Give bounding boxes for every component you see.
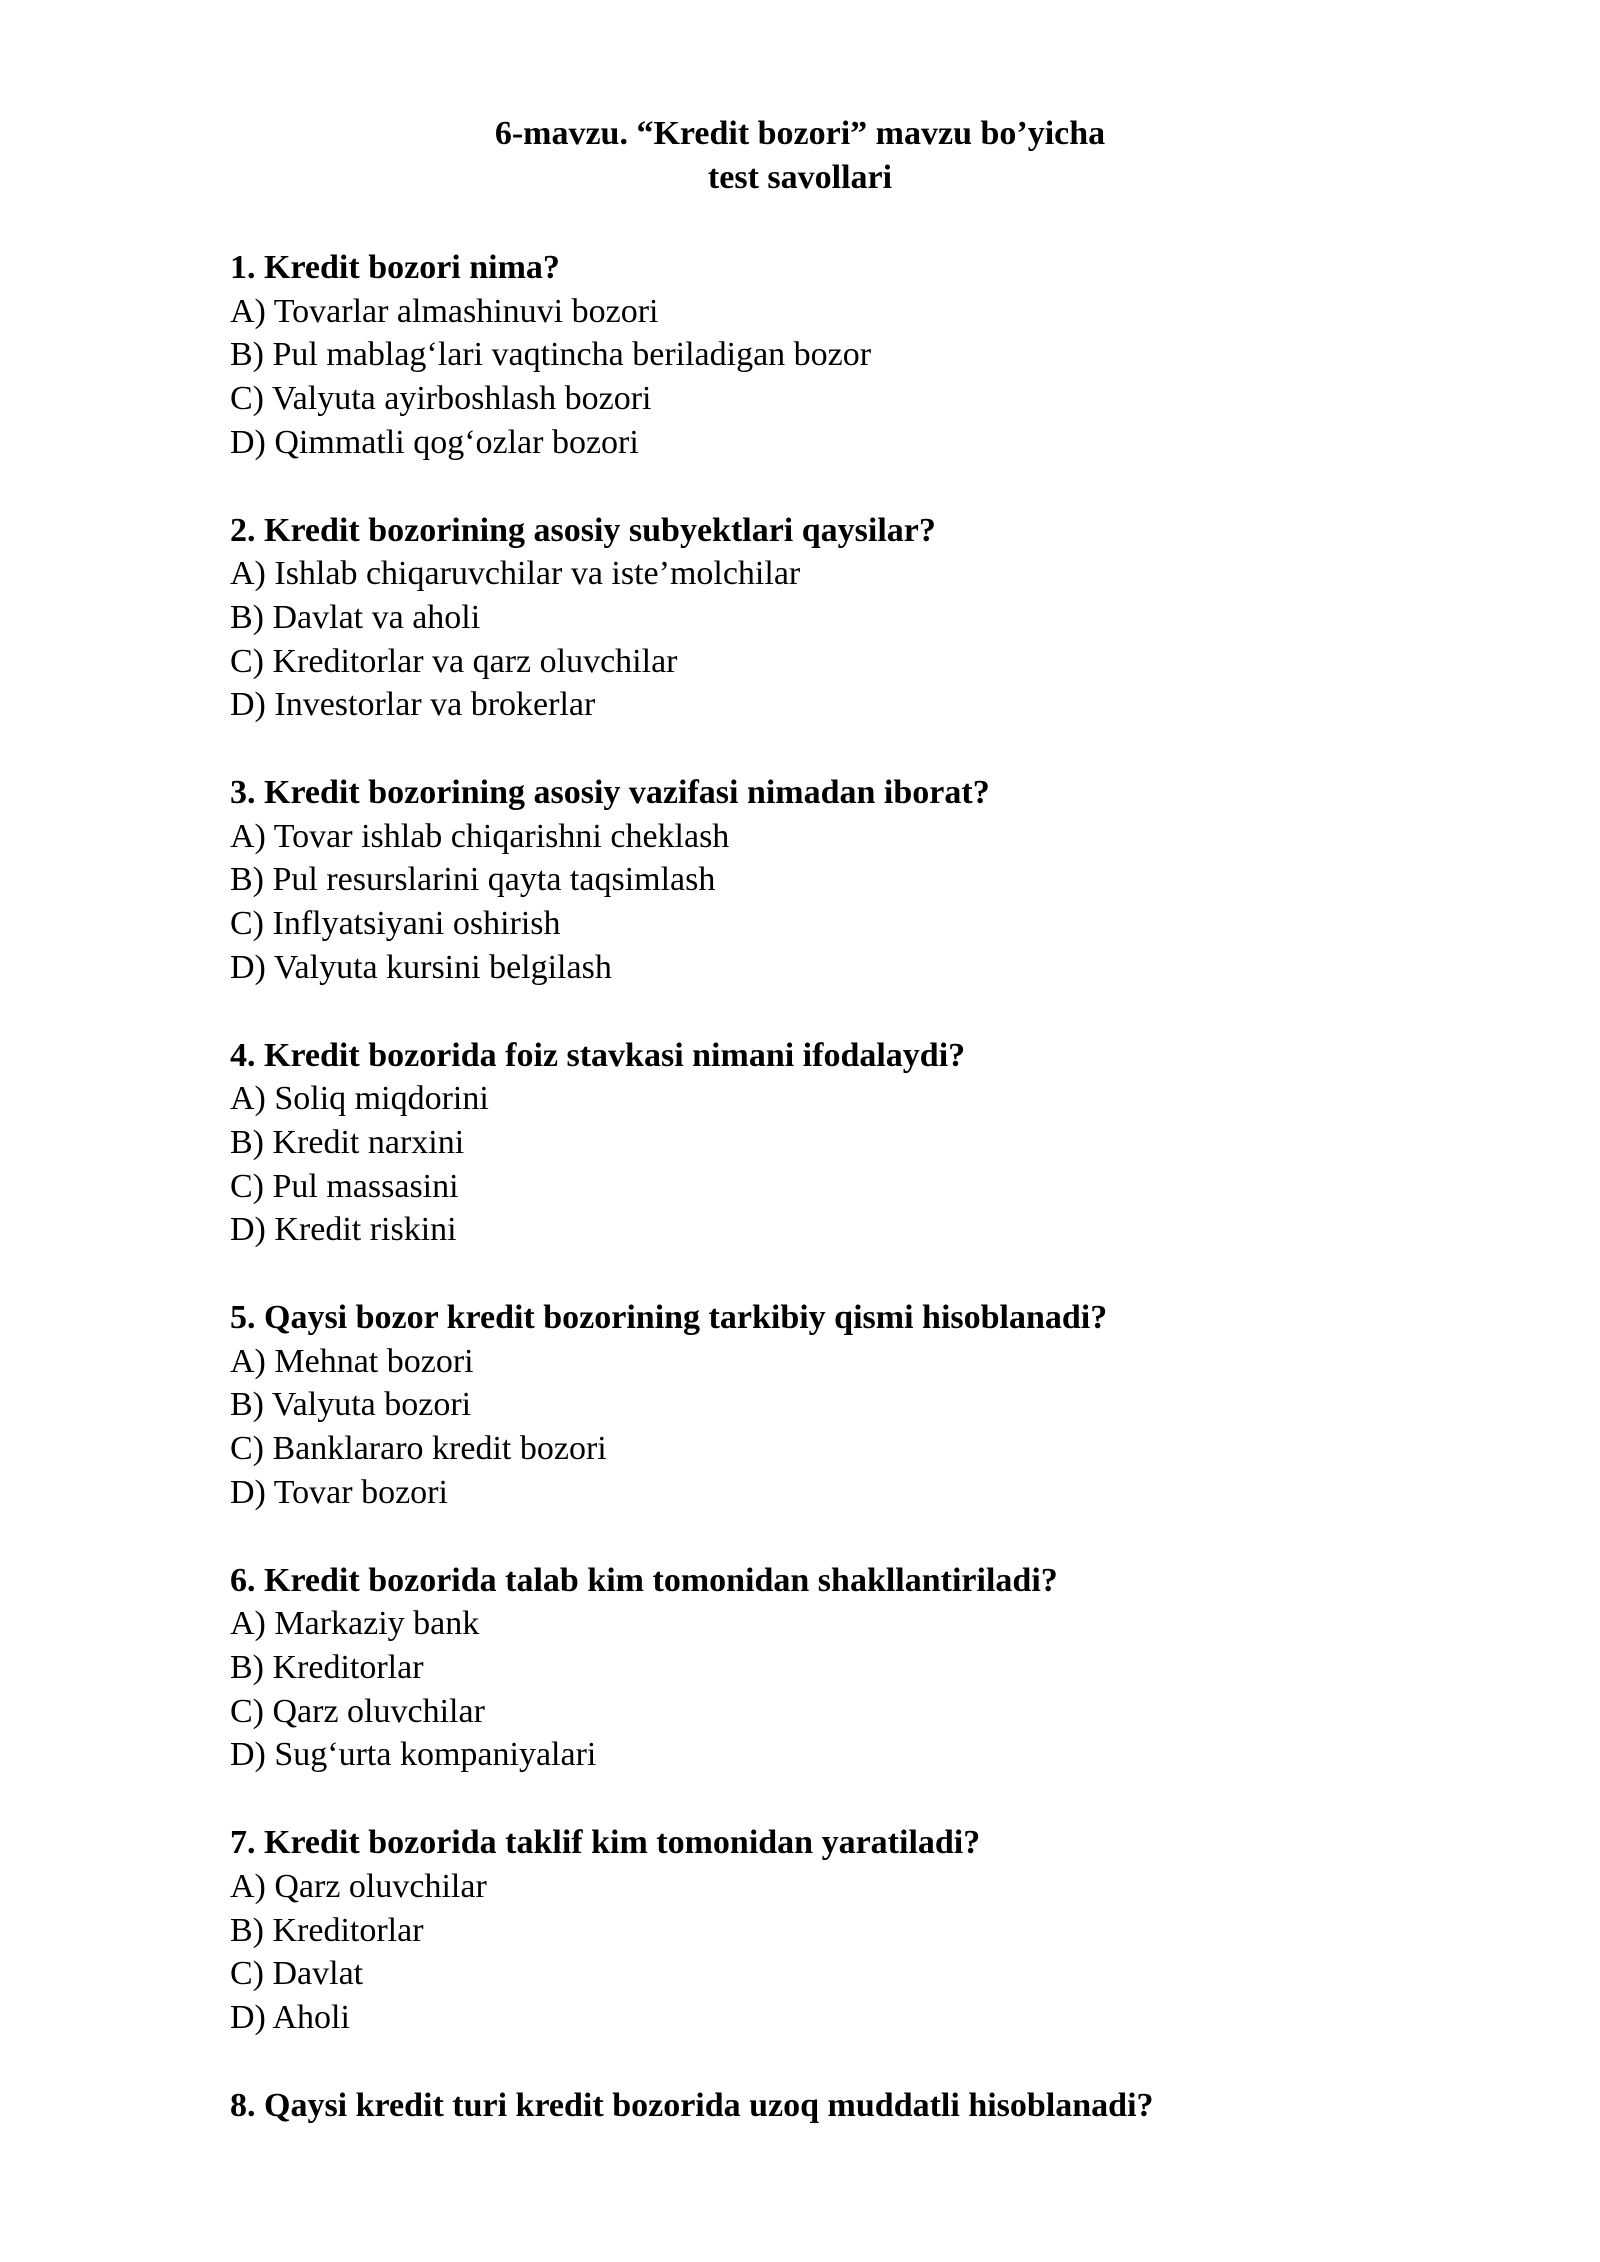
option-a: A) Qarz oluvchilar [230,1867,487,1905]
question-2 [230,509,1430,728]
document-title [0,112,1600,200]
question-text: 8. Qaysi kredit turi kredit bozorida uzoq muddatli hisoblanadi? [230,2086,1154,2124]
option-d: D) Tovar bozori [230,1473,448,1511]
option-a: A) Markaziy bank [230,1605,480,1643]
question-6 [230,1559,1430,1778]
option-d: D) Investorlar va brokerlar [230,686,596,724]
question-list [230,246,1430,2171]
question-text: 4. Kredit bozorida foiz stavkasi nimani ifodalaydi? [230,1036,966,1074]
question-text: 5. Qaysi bozor kredit bozorining tarkibiy qismi hisoblanadi? [230,1299,1108,1337]
question-text: 1. Kredit bozori nima? [230,249,560,286]
option-b: B) Kreditorlar [230,1911,424,1949]
option-a: A) Mehnat bozori [230,1342,474,1380]
option-d: D) Qimmatli qog‘ozlar bozori [230,423,639,461]
option-c: C) Qarz oluvchilar [230,1692,485,1730]
question-text: 7. Kredit bozorida taklif kim tomonidan yaratiladi? [230,1824,981,1862]
option-c: C) Pul massasini [230,1167,459,1205]
option-c: C) Banklararo kredit bozori [230,1430,607,1468]
question-8 [230,2084,1430,2128]
title-line-1: 6-mavzu. “Kredit bozori” mavzu bo’yicha [494,115,1106,152]
option-c: C) Kreditorlar va qarz oluvchilar [230,642,678,680]
question-text: 2. Kredit bozorining asosiy subyektlari qaysilar? [230,511,936,549]
option-b: B) Kredit narxini [230,1123,465,1161]
option-b: B) Pul mablag‘lari vaqtincha beriladigan bozor [230,336,872,374]
option-c: C) Valyuta ayirboshlash bozori [230,380,652,418]
option-a: A) Tovarlar almashinuvi bozori [230,292,659,330]
option-d: D) Valyuta kursini belgilash [230,948,612,986]
question-3 [230,771,1430,990]
title-line-2: test savollari [707,159,893,196]
option-d: D) Aholi [230,1998,350,2036]
option-b: B) Davlat va aholi [230,598,481,636]
question-text: 3. Kredit bozorining asosiy vazifasi nimadan iborat? [230,774,990,812]
option-d: D) Kredit riskini [230,1211,457,1249]
option-b: B) Kreditorlar [230,1648,424,1686]
question-5 [230,1296,1430,1515]
question-4 [230,1034,1430,1253]
option-c: C) Inflyatsiyani oshirish [230,905,561,943]
question-1 [230,246,1430,465]
option-a: A) Tovar ishlab chiqarishni cheklash [230,817,730,855]
question-7 [230,1821,1430,2040]
option-d: D) Sug‘urta kompaniyalari [230,1736,597,1774]
option-b: B) Valyuta bozori [230,1386,472,1424]
option-c: C) Davlat [230,1955,364,1993]
option-a: A) Ishlab chiqaruvchilar va iste’molchilar [230,555,801,593]
option-b: B) Pul resurslarini qayta taqsimlash [230,861,716,899]
question-text: 6. Kredit bozorida talab kim tomonidan shakllantiriladi? [230,1561,1058,1599]
option-a: A) Soliq miqdorini [230,1080,489,1118]
